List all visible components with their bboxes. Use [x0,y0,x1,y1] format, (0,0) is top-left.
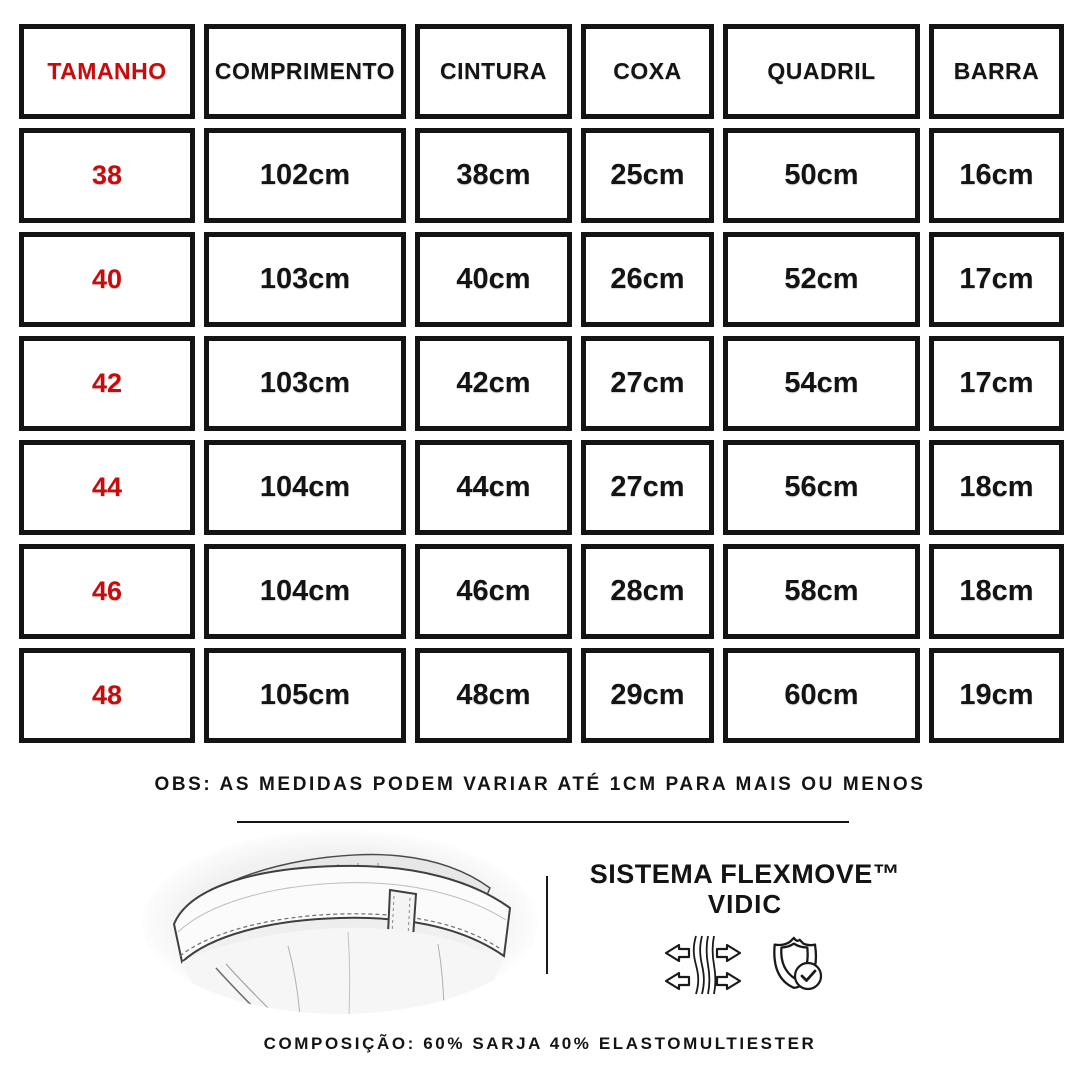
feature-block [575,860,915,1001]
value-cell: 25cm [581,128,714,223]
value-cell: 19cm [929,648,1064,743]
value-cell: 44cm [415,440,572,535]
value-cell: 103cm [204,232,406,327]
feature-icons [575,934,915,1001]
value-cell: 48cm [415,648,572,743]
header-cell-cintura: CINTURA [415,24,572,119]
value-cell: 26cm [581,232,714,327]
value-cell: 27cm [581,440,714,535]
value-cell: 104cm [204,440,406,535]
value-cell: 50cm [723,128,920,223]
header-cell-barra: BARRA [929,24,1064,119]
measurement-note: OBS: AS MEDIDAS PODEM VARIAR ATÉ 1CM PARA MAIS OU MENOS [154,774,926,795]
size-table [19,24,1064,743]
header-cell-quadril: QUADRIL [723,24,920,119]
value-cell: 103cm [204,336,406,431]
size-cell: 46 [19,544,195,639]
feature-title: SISTEMA FLEXMOVE™ [589,859,901,889]
stretch-arrows-icon [662,934,744,1001]
value-cell: 60cm [723,648,920,743]
note-underline [237,821,849,823]
value-cell: 28cm [581,544,714,639]
pants-waistband-image [138,828,542,1016]
value-cell: 27cm [581,336,714,431]
value-cell: 29cm [581,648,714,743]
size-cell: 48 [19,648,195,743]
value-cell: 18cm [929,440,1064,535]
header-cell-comprimento: COMPRIMENTO [204,24,406,119]
value-cell: 42cm [415,336,572,431]
shield-check-icon [766,934,828,1001]
value-cell: 46cm [415,544,572,639]
value-cell: 17cm [929,336,1064,431]
value-cell: 16cm [929,128,1064,223]
value-cell: 52cm [723,232,920,327]
feature-subtitle: VIDIC [707,888,783,919]
size-cell: 42 [19,336,195,431]
value-cell: 105cm [204,648,406,743]
value-cell: 58cm [723,544,920,639]
value-cell: 56cm [723,440,920,535]
size-cell: 38 [19,128,195,223]
value-cell: 17cm [929,232,1064,327]
header-cell-coxa: COXA [581,24,714,119]
value-cell: 38cm [415,128,572,223]
size-cell: 40 [19,232,195,327]
size-cell: 44 [19,440,195,535]
value-cell: 104cm [204,544,406,639]
value-cell: 18cm [929,544,1064,639]
header-cell-tamanho: TAMANHO [19,24,195,119]
composition-note: COMPOSIÇÃO: 60% SARJA 40% ELASTOMULTIESTER [263,1034,817,1053]
value-cell: 40cm [415,232,572,327]
value-cell: 102cm [204,128,406,223]
vertical-divider [546,876,548,974]
value-cell: 54cm [723,336,920,431]
